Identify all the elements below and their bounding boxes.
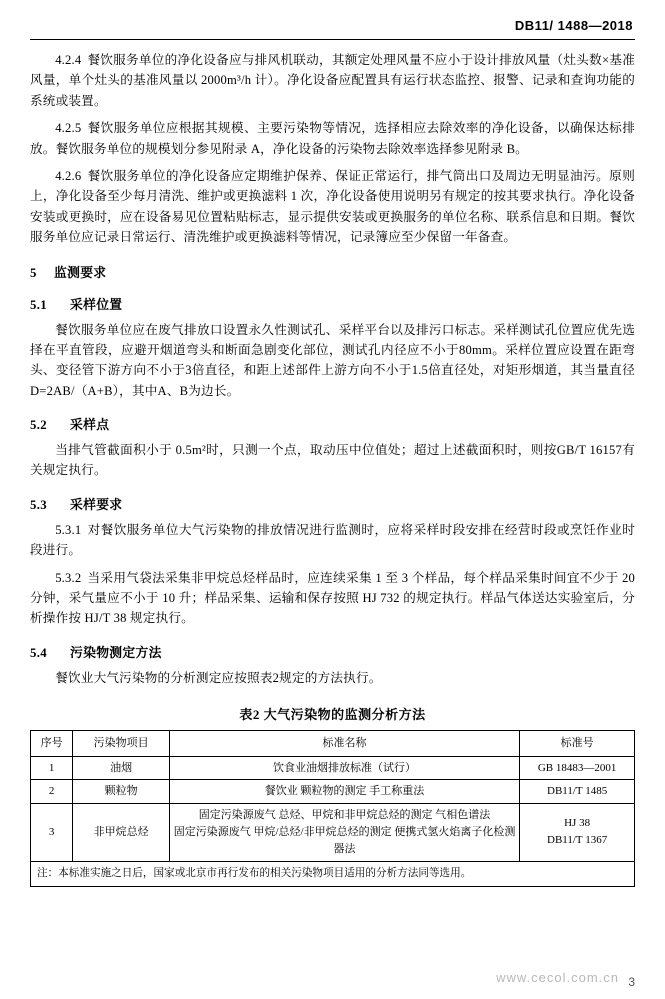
cell-item: 油烟 (73, 756, 170, 780)
cell-no: 3 (31, 803, 73, 861)
subsection-title: 采样位置 (70, 297, 123, 312)
column-header-standard-no: 标准号 (520, 731, 635, 757)
subsection-paragraph: 餐饮服务单位应在废气排放口设置永久性测试孔、采样平台以及排污口标志。采样测试孔位置应优先选择在平直管段，应避开烟道弯头和断面急剧变化部位，测试孔内径应不小于80mm。采样位置应设置在距弯头、变径管下游方向不小于3倍直径，和距上述部件上游方向不小于1.5倍直径处，对矩形烟道，其当量直径D=2AB/（A+B），其中A、B为边长。 (30, 322, 635, 398)
clause-paragraph (30, 50, 635, 111)
clause-number: 5.3.2 (55, 570, 82, 585)
subsection-number: 5.3 (30, 497, 47, 512)
subsection-heading-sampling-position (30, 294, 635, 313)
table-note: 注：本标准实施之日后，国家或北京市再行发布的相关污染物项目适用的分析方法同等选用。 (31, 861, 635, 886)
subsection-number: 5.4 (30, 645, 47, 660)
subsection-paragraph: 当排气管截面积小于 0.5m²时，只测一个点，取动压中位值处；超过上述截面积时，则按GB/T 16157有关规定执行。 (30, 443, 635, 478)
cell-no: 1 (31, 756, 73, 780)
cell-standard-name (169, 803, 519, 861)
header-divider (30, 39, 635, 40)
standard-no-line: DB11/T 1367 (547, 834, 608, 847)
table-row (31, 756, 635, 780)
table-note-row (31, 861, 635, 886)
subsection-title: 采样要求 (70, 497, 123, 512)
column-header-standard-name: 标准名称 (169, 731, 519, 757)
cell-no: 2 (31, 780, 73, 804)
subsection-number: 5.1 (30, 297, 47, 312)
cell-item: 非甲烷总烃 (73, 803, 170, 861)
section-title: 监测要求 (54, 265, 107, 280)
cell-standard-no: DB11/T 1485 (520, 780, 635, 804)
clause-text: 餐饮服务单位的净化设备应与排风机联动，其额定处理风量不应小于设计排放风量（灶头数×基准风量，单个灶头的基准风量以 2000m³/h 计）。净化设备应配置具有运行状态监控、报警、记录和查询功能的系统或装置。 (30, 53, 635, 108)
clause-paragraph (30, 166, 635, 248)
clause-number: 4.2.6 (55, 168, 82, 183)
section-number: 5 (30, 265, 37, 280)
subsection-heading-sampling-point (30, 414, 635, 433)
cell-standard-no: GB 18483—2001 (520, 756, 635, 780)
page-header (30, 0, 635, 33)
subsection-number: 5.2 (30, 418, 47, 433)
page-number: 3 (628, 975, 635, 989)
standard-name-line: 固定污染源废气 总烃、甲烷和非甲烷总烃的测定 气相色谱法 (198, 808, 491, 821)
clause-paragraph (30, 520, 635, 561)
subsection-heading-measurement-methods (30, 642, 635, 661)
clause-number: 4.2.4 (55, 53, 82, 67)
cell-standard-name: 饮食业油烟排放标准（试行） (169, 756, 519, 780)
clause-text: 餐饮服务单位应根据其规模、主要污染物等情况，选择相应去除效率的净化设备，以确保达标排放。餐饮服务单位的规模划分参见附录 A，净化设备的污染物去除效率选择参见附录 B。 (30, 121, 635, 156)
subsection-title: 采样点 (70, 418, 110, 433)
subsection-heading-sampling-requirements (30, 494, 635, 513)
column-header-item: 污染物项目 (73, 731, 170, 757)
clause-number: 5.3.1 (55, 522, 82, 537)
clause-number: 4.2.5 (55, 121, 82, 136)
subsection-title: 污染物测定方法 (70, 645, 162, 660)
clause-text: 对餐饮服务单位大气污染物的排放情况进行监测时，应将采样时段安排在经营时段或烹饪作业时段进行。 (30, 522, 635, 558)
standard-name-line: 固定污染源废气 甲烷/总烃/非甲烷总烃的测定 便携式氢火焰离子化检测器法 (173, 825, 516, 855)
table-caption: 表2 大气污染物的监测分析方法 (239, 707, 426, 723)
clause-paragraph (30, 568, 635, 629)
clause-text: 餐饮服务单位的净化设备应定期维护保养、保证正常运行，排气筒出口及周边无明显油污。原则上，净化设备至少每月清洗、维护或更换滤料 1 次，净化设备使用说明另有规定的按其要求执行。净化设备安装或更换时，应在设备易见位置粘贴标志，显示提供安装或更换服务的单位名称、联系信息和日期。餐饮服务单位应记录日常运行、清洗维护或更换滤料等情况，记录簿应至少保留一年备查。 (30, 168, 635, 245)
cell-standard-no (520, 803, 635, 861)
table-row (31, 803, 635, 861)
table-header-row (31, 731, 635, 757)
subsection-paragraph: 餐饮业大气污染物的分析测定应按照表2规定的方法执行。 (55, 670, 382, 685)
table-row (31, 780, 635, 804)
cell-standard-name: 餐饮业 颗粒物的测定 手工称重法 (169, 780, 519, 804)
cell-item: 颗粒物 (73, 780, 170, 804)
column-header-no: 序号 (31, 731, 73, 757)
watermark: www.cecol.com.cn (496, 970, 619, 985)
clause-paragraph (30, 118, 635, 159)
standard-id: DB11/ 1488—2018 (514, 18, 633, 33)
clause-text: 当采用气袋法采集非甲烷总烃样品时，应连续采集 1 至 3 个样品，每个样品采集时间宜不少于 20 分钟，采气量应不小于 10 升；样品采集、运输和保存按照 HJ 732 的规定执行。样品气体送达实验室后，分析操作按 HJ/T 38 规定执行。 (30, 570, 635, 626)
section-heading (30, 262, 635, 281)
standard-no-line: HJ 38 (564, 816, 591, 829)
pollutant-monitoring-table (30, 730, 635, 887)
